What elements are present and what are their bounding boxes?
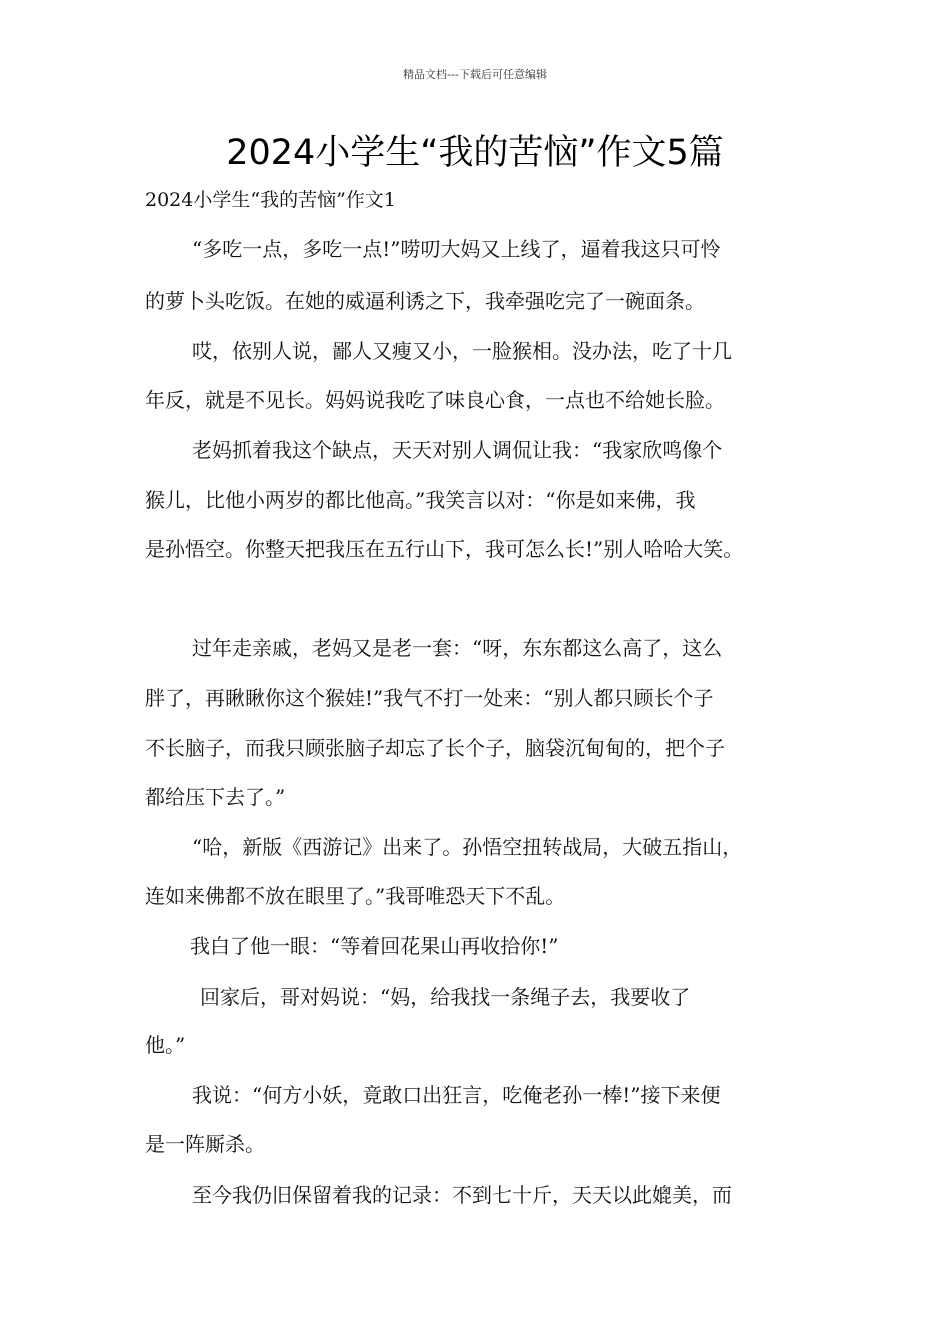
paragraph-line: 连如来佛都不放在眼里了。”我哥唯恐天下不乱。 bbox=[145, 884, 566, 908]
paragraph-line: 过年走亲戚，老妈又是老一套：“呀，东东都这么高了，这么 bbox=[192, 636, 723, 660]
section-heading: 2024小学生“我的苦恼”作文1 bbox=[145, 189, 396, 211]
paragraph-line: 不长脑子，而我只顾张脑子却忘了长个子，脑袋沉甸甸的，把个子 bbox=[145, 736, 725, 760]
header-note: 精品文档---下载后可任意编辑 bbox=[403, 68, 547, 81]
paragraph-line: “多吃一点，多吃一点!”唠叨大妈又上线了，逼着我这只可怜 bbox=[192, 237, 721, 261]
paragraph-line: “哈，新版《西游记》出来了。孙悟空扭转战局，大破五指山， bbox=[192, 835, 743, 859]
paragraph-line: 哎，依别人说，鄙人又瘦又小，一脸猴相。没办法，吃了十几 bbox=[192, 339, 732, 363]
paragraph-line: 胖了，再瞅瞅你这个猴娃!”我气不打一处来：“别人都只顾长个子 bbox=[145, 686, 714, 710]
paragraph-line: 他。” bbox=[145, 1033, 186, 1057]
paragraph-line: 老妈抓着我这个缺点，天天对别人调侃让我：“我家欣鸣像个 bbox=[192, 438, 723, 462]
paragraph-line: 的萝卜头吃饭。在她的威逼利诱之下，我牵强吃完了一碗面条。 bbox=[145, 289, 705, 313]
paragraph-line: 我白了他一眼：“等着回花果山再收拾你!” bbox=[190, 934, 559, 958]
paragraph-line: 都给压下去了。” bbox=[145, 785, 286, 809]
paragraph-line: 至今我仍旧保留着我的记录：不到七十斤，天天以此媲美，而 bbox=[192, 1183, 732, 1207]
paragraph-line: 猴儿，比他小两岁的都比他高。”我笑言以对：“你是如来佛，我 bbox=[145, 488, 696, 512]
paragraph-line: 我说：“何方小妖，竟敢口出狂言，吃俺老孙一棒!”接下来便 bbox=[192, 1083, 721, 1107]
paragraph-line: 回家后，哥对妈说：“妈，给我找一条绳子去，我要收了 bbox=[200, 985, 691, 1009]
paragraph-line: 是孙悟空。你整天把我压在五行山下，我可怎么长!”别人哈哈大笑。 bbox=[145, 537, 744, 561]
paragraph-line: 是一阵厮杀。 bbox=[145, 1132, 265, 1156]
document-title: 2024小学生“我的苦恼”作文5篇 bbox=[226, 133, 724, 173]
paragraph-line: 年反，就是不见长。妈妈说我吃了味良心食，一点也不给她长脸。 bbox=[145, 388, 725, 412]
